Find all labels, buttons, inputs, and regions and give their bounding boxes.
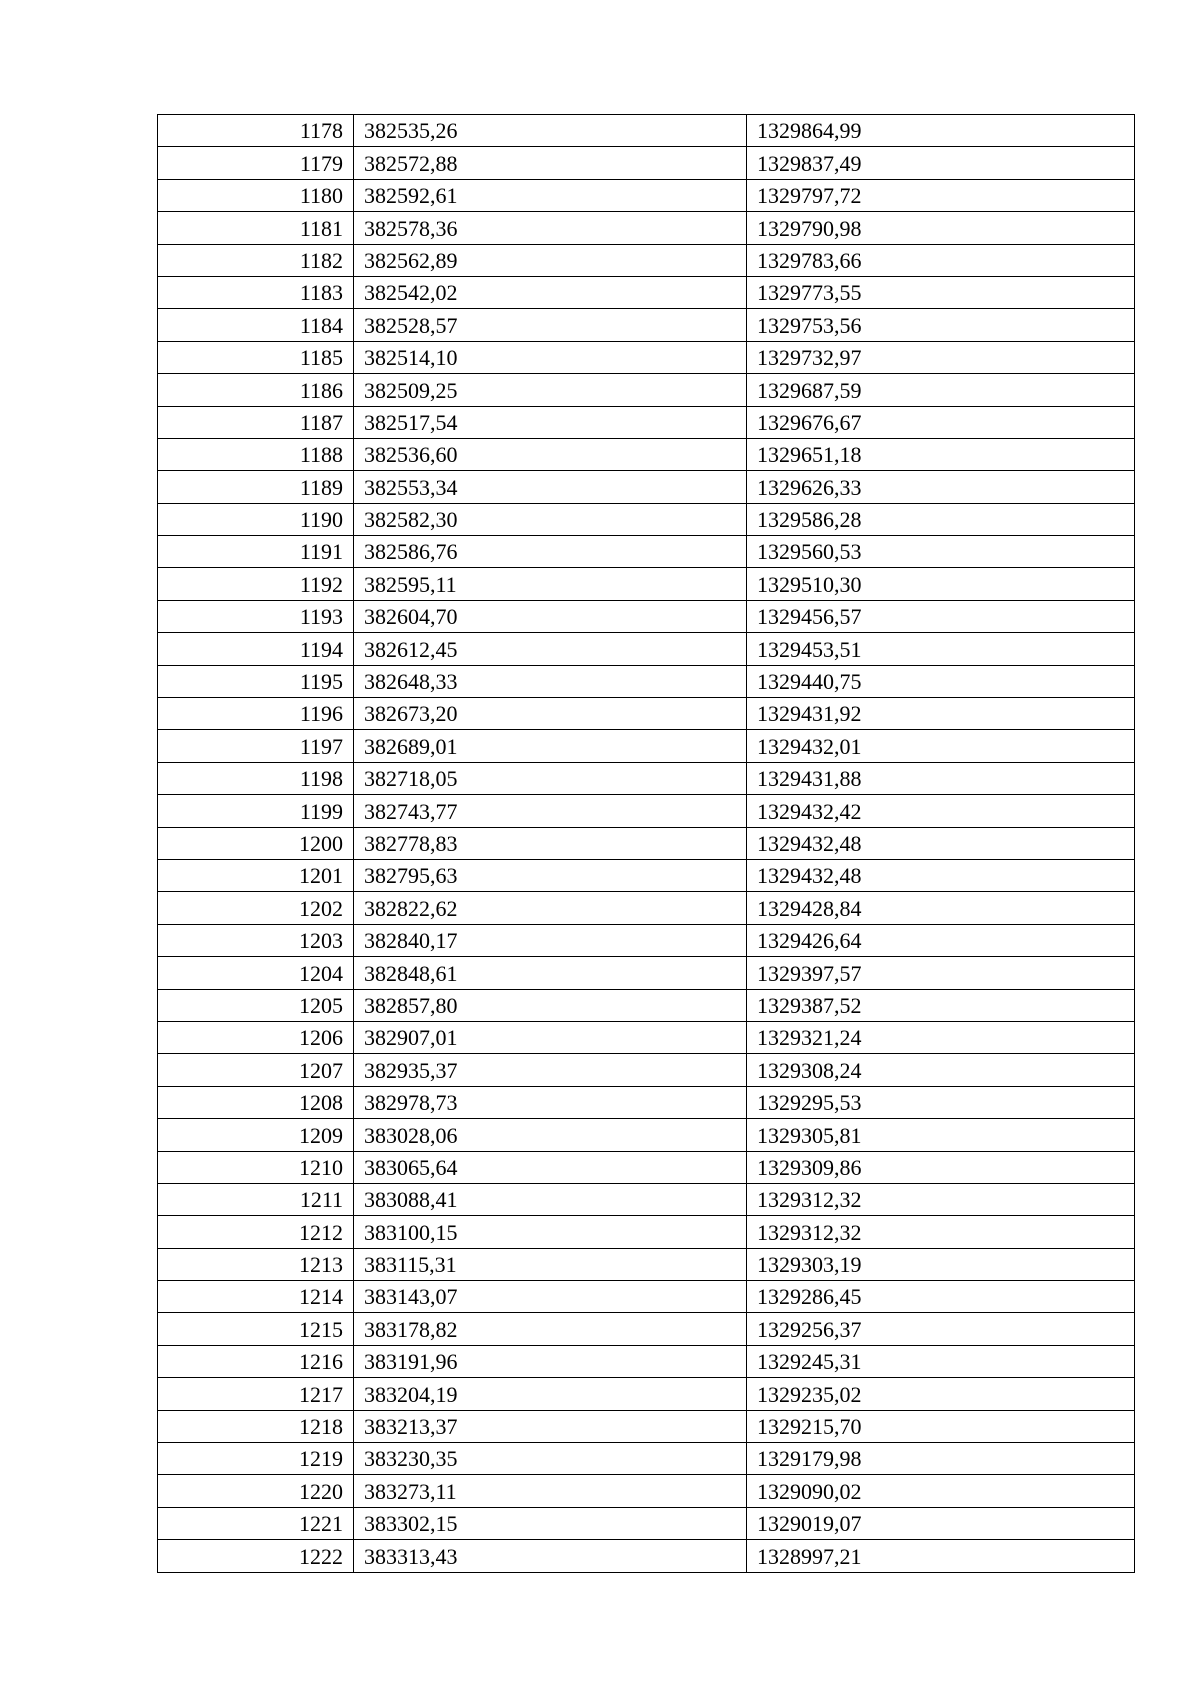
table-row xyxy=(158,1313,1135,1345)
y-coordinate-cell: 1329215,70 xyxy=(747,1410,1135,1442)
table-row xyxy=(158,1540,1135,1572)
x-coordinate-cell: 382604,70 xyxy=(354,600,747,632)
x-coordinate-cell: 383230,35 xyxy=(354,1443,747,1475)
x-coordinate-cell: 382528,57 xyxy=(354,309,747,341)
table-row xyxy=(158,1443,1135,1475)
y-coordinate-cell: 1329753,56 xyxy=(747,309,1135,341)
point-number-cell: 1187 xyxy=(158,406,354,438)
point-number-cell: 1214 xyxy=(158,1281,354,1313)
y-coordinate-cell: 1329426,64 xyxy=(747,924,1135,956)
point-number-cell: 1221 xyxy=(158,1507,354,1539)
y-coordinate-cell: 1329790,98 xyxy=(747,212,1135,244)
y-coordinate-cell: 1329456,57 xyxy=(747,600,1135,632)
point-number-cell: 1199 xyxy=(158,795,354,827)
x-coordinate-cell: 382572,88 xyxy=(354,147,747,179)
x-coordinate-cell: 382509,25 xyxy=(354,374,747,406)
x-coordinate-cell: 383088,41 xyxy=(354,1183,747,1215)
point-number-cell: 1201 xyxy=(158,859,354,891)
table-row xyxy=(158,924,1135,956)
table-row xyxy=(158,244,1135,276)
y-coordinate-cell: 1329432,48 xyxy=(747,827,1135,859)
table-row xyxy=(158,341,1135,373)
table-row xyxy=(158,1475,1135,1507)
point-number-cell: 1189 xyxy=(158,471,354,503)
x-coordinate-cell: 382857,80 xyxy=(354,989,747,1021)
point-number-cell: 1188 xyxy=(158,438,354,470)
table-row xyxy=(158,762,1135,794)
coordinates-table xyxy=(157,114,1135,1573)
y-coordinate-cell: 1329397,57 xyxy=(747,957,1135,989)
y-coordinate-cell: 1329432,42 xyxy=(747,795,1135,827)
table-row xyxy=(158,1507,1135,1539)
y-coordinate-cell: 1329303,19 xyxy=(747,1248,1135,1280)
x-coordinate-cell: 382514,10 xyxy=(354,341,747,373)
x-coordinate-cell: 382595,11 xyxy=(354,568,747,600)
x-coordinate-cell: 383143,07 xyxy=(354,1281,747,1313)
point-number-cell: 1200 xyxy=(158,827,354,859)
table-row xyxy=(158,1183,1135,1215)
y-coordinate-cell: 1329676,67 xyxy=(747,406,1135,438)
table-row xyxy=(158,374,1135,406)
y-coordinate-cell: 1329235,02 xyxy=(747,1378,1135,1410)
point-number-cell: 1216 xyxy=(158,1345,354,1377)
y-coordinate-cell: 1329440,75 xyxy=(747,665,1135,697)
point-number-cell: 1190 xyxy=(158,503,354,535)
table-row xyxy=(158,536,1135,568)
x-coordinate-cell: 382582,30 xyxy=(354,503,747,535)
x-coordinate-cell: 382553,34 xyxy=(354,471,747,503)
y-coordinate-cell: 1329179,98 xyxy=(747,1443,1135,1475)
point-number-cell: 1222 xyxy=(158,1540,354,1572)
y-coordinate-cell: 1329019,07 xyxy=(747,1507,1135,1539)
x-coordinate-cell: 382907,01 xyxy=(354,1021,747,1053)
point-number-cell: 1185 xyxy=(158,341,354,373)
y-coordinate-cell: 1329090,02 xyxy=(747,1475,1135,1507)
x-coordinate-cell: 382536,60 xyxy=(354,438,747,470)
point-number-cell: 1204 xyxy=(158,957,354,989)
x-coordinate-cell: 383273,11 xyxy=(354,1475,747,1507)
table-row xyxy=(158,957,1135,989)
table-row xyxy=(158,179,1135,211)
point-number-cell: 1198 xyxy=(158,762,354,794)
y-coordinate-cell: 1329309,86 xyxy=(747,1151,1135,1183)
x-coordinate-cell: 382673,20 xyxy=(354,698,747,730)
x-coordinate-cell: 383302,15 xyxy=(354,1507,747,1539)
table-row xyxy=(158,438,1135,470)
x-coordinate-cell: 383028,06 xyxy=(354,1119,747,1151)
y-coordinate-cell: 1329560,53 xyxy=(747,536,1135,568)
table-row xyxy=(158,1086,1135,1118)
y-coordinate-cell: 1329321,24 xyxy=(747,1021,1135,1053)
point-number-cell: 1217 xyxy=(158,1378,354,1410)
y-coordinate-cell: 1329256,37 xyxy=(747,1313,1135,1345)
x-coordinate-cell: 382778,83 xyxy=(354,827,747,859)
table-row xyxy=(158,795,1135,827)
point-number-cell: 1191 xyxy=(158,536,354,568)
y-coordinate-cell: 1329245,31 xyxy=(747,1345,1135,1377)
point-number-cell: 1178 xyxy=(158,115,354,147)
y-coordinate-cell: 1329432,01 xyxy=(747,730,1135,762)
point-number-cell: 1179 xyxy=(158,147,354,179)
x-coordinate-cell: 383213,37 xyxy=(354,1410,747,1442)
table-row xyxy=(158,600,1135,632)
table-row xyxy=(158,633,1135,665)
x-coordinate-cell: 382612,45 xyxy=(354,633,747,665)
y-coordinate-cell: 1329586,28 xyxy=(747,503,1135,535)
point-number-cell: 1194 xyxy=(158,633,354,665)
y-coordinate-cell: 1329797,72 xyxy=(747,179,1135,211)
point-number-cell: 1202 xyxy=(158,892,354,924)
table-row xyxy=(158,989,1135,1021)
x-coordinate-cell: 382648,33 xyxy=(354,665,747,697)
x-coordinate-cell: 383204,19 xyxy=(354,1378,747,1410)
y-coordinate-cell: 1329732,97 xyxy=(747,341,1135,373)
point-number-cell: 1181 xyxy=(158,212,354,244)
point-number-cell: 1209 xyxy=(158,1119,354,1151)
table-row xyxy=(158,1378,1135,1410)
point-number-cell: 1212 xyxy=(158,1216,354,1248)
x-coordinate-cell: 382562,89 xyxy=(354,244,747,276)
y-coordinate-cell: 1329295,53 xyxy=(747,1086,1135,1118)
point-number-cell: 1196 xyxy=(158,698,354,730)
y-coordinate-cell: 1329626,33 xyxy=(747,471,1135,503)
x-coordinate-cell: 383065,64 xyxy=(354,1151,747,1183)
point-number-cell: 1193 xyxy=(158,600,354,632)
x-coordinate-cell: 382517,54 xyxy=(354,406,747,438)
x-coordinate-cell: 382578,36 xyxy=(354,212,747,244)
point-number-cell: 1211 xyxy=(158,1183,354,1215)
table-row xyxy=(158,115,1135,147)
y-coordinate-cell: 1329312,32 xyxy=(747,1183,1135,1215)
point-number-cell: 1213 xyxy=(158,1248,354,1280)
point-number-cell: 1205 xyxy=(158,989,354,1021)
point-number-cell: 1197 xyxy=(158,730,354,762)
table-row xyxy=(158,503,1135,535)
coordinates-table-body xyxy=(158,115,1135,1573)
point-number-cell: 1183 xyxy=(158,276,354,308)
x-coordinate-cell: 383191,96 xyxy=(354,1345,747,1377)
point-number-cell: 1215 xyxy=(158,1313,354,1345)
point-number-cell: 1182 xyxy=(158,244,354,276)
table-row xyxy=(158,859,1135,891)
x-coordinate-cell: 382743,77 xyxy=(354,795,747,827)
table-row xyxy=(158,698,1135,730)
y-coordinate-cell: 1329510,30 xyxy=(747,568,1135,600)
table-row xyxy=(158,212,1135,244)
table-row xyxy=(158,276,1135,308)
x-coordinate-cell: 382535,26 xyxy=(354,115,747,147)
y-coordinate-cell: 1329431,88 xyxy=(747,762,1135,794)
y-coordinate-cell: 1329453,51 xyxy=(747,633,1135,665)
x-coordinate-cell: 382978,73 xyxy=(354,1086,747,1118)
table-row xyxy=(158,1410,1135,1442)
y-coordinate-cell: 1328997,21 xyxy=(747,1540,1135,1572)
x-coordinate-cell: 382689,01 xyxy=(354,730,747,762)
table-row xyxy=(158,406,1135,438)
y-coordinate-cell: 1329286,45 xyxy=(747,1281,1135,1313)
point-number-cell: 1210 xyxy=(158,1151,354,1183)
y-coordinate-cell: 1329312,32 xyxy=(747,1216,1135,1248)
point-number-cell: 1192 xyxy=(158,568,354,600)
table-row xyxy=(158,471,1135,503)
table-row xyxy=(158,309,1135,341)
point-number-cell: 1203 xyxy=(158,924,354,956)
x-coordinate-cell: 383115,31 xyxy=(354,1248,747,1280)
x-coordinate-cell: 383100,15 xyxy=(354,1216,747,1248)
y-coordinate-cell: 1329687,59 xyxy=(747,374,1135,406)
x-coordinate-cell: 383313,43 xyxy=(354,1540,747,1572)
point-number-cell: 1180 xyxy=(158,179,354,211)
point-number-cell: 1186 xyxy=(158,374,354,406)
table-row xyxy=(158,1345,1135,1377)
point-number-cell: 1220 xyxy=(158,1475,354,1507)
y-coordinate-cell: 1329305,81 xyxy=(747,1119,1135,1151)
table-row xyxy=(158,665,1135,697)
y-coordinate-cell: 1329387,52 xyxy=(747,989,1135,1021)
table-row xyxy=(158,1216,1135,1248)
y-coordinate-cell: 1329773,55 xyxy=(747,276,1135,308)
table-row xyxy=(158,1151,1135,1183)
point-number-cell: 1218 xyxy=(158,1410,354,1442)
table-row xyxy=(158,827,1135,859)
y-coordinate-cell: 1329432,48 xyxy=(747,859,1135,891)
table-row xyxy=(158,1054,1135,1086)
table-row xyxy=(158,1119,1135,1151)
point-number-cell: 1207 xyxy=(158,1054,354,1086)
table-row xyxy=(158,892,1135,924)
y-coordinate-cell: 1329837,49 xyxy=(747,147,1135,179)
x-coordinate-cell: 382822,62 xyxy=(354,892,747,924)
x-coordinate-cell: 383178,82 xyxy=(354,1313,747,1345)
table-row xyxy=(158,147,1135,179)
point-number-cell: 1206 xyxy=(158,1021,354,1053)
x-coordinate-cell: 382542,02 xyxy=(354,276,747,308)
point-number-cell: 1219 xyxy=(158,1443,354,1475)
table-row xyxy=(158,568,1135,600)
x-coordinate-cell: 382586,76 xyxy=(354,536,747,568)
y-coordinate-cell: 1329864,99 xyxy=(747,115,1135,147)
point-number-cell: 1184 xyxy=(158,309,354,341)
x-coordinate-cell: 382795,63 xyxy=(354,859,747,891)
x-coordinate-cell: 382935,37 xyxy=(354,1054,747,1086)
x-coordinate-cell: 382592,61 xyxy=(354,179,747,211)
y-coordinate-cell: 1329308,24 xyxy=(747,1054,1135,1086)
point-number-cell: 1195 xyxy=(158,665,354,697)
y-coordinate-cell: 1329783,66 xyxy=(747,244,1135,276)
table-row xyxy=(158,1248,1135,1280)
x-coordinate-cell: 382848,61 xyxy=(354,957,747,989)
y-coordinate-cell: 1329431,92 xyxy=(747,698,1135,730)
point-number-cell: 1208 xyxy=(158,1086,354,1118)
y-coordinate-cell: 1329651,18 xyxy=(747,438,1135,470)
y-coordinate-cell: 1329428,84 xyxy=(747,892,1135,924)
table-row xyxy=(158,1281,1135,1313)
x-coordinate-cell: 382718,05 xyxy=(354,762,747,794)
x-coordinate-cell: 382840,17 xyxy=(354,924,747,956)
table-row xyxy=(158,730,1135,762)
table-row xyxy=(158,1021,1135,1053)
